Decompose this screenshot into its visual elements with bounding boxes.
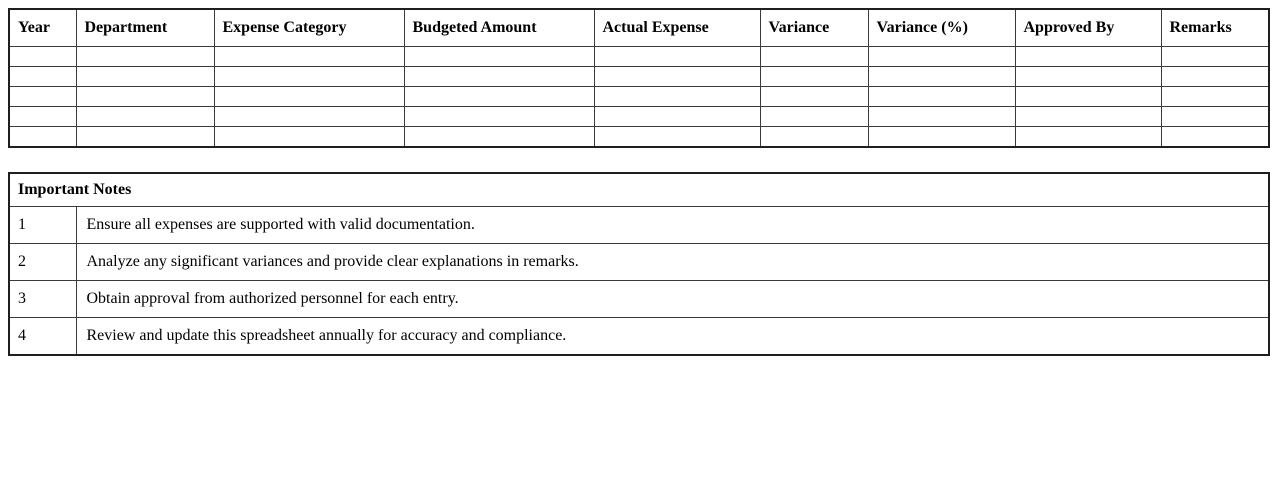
note-number: 3 <box>9 281 76 318</box>
empty-cell <box>404 67 594 87</box>
empty-cell <box>214 127 404 148</box>
empty-cell <box>214 107 404 127</box>
empty-cell <box>9 127 76 148</box>
empty-cell <box>76 107 214 127</box>
empty-row <box>9 47 1269 67</box>
empty-cell <box>760 127 868 148</box>
notes-title: Important Notes <box>9 173 1269 207</box>
empty-cell <box>1015 127 1161 148</box>
note-number: 4 <box>9 318 76 356</box>
empty-row <box>9 107 1269 127</box>
empty-cell <box>1015 47 1161 67</box>
empty-cell <box>1161 67 1269 87</box>
empty-cell <box>1161 87 1269 107</box>
note-row <box>9 244 1269 281</box>
expense-header-row <box>9 9 1269 47</box>
important-notes-table <box>8 172 1270 356</box>
empty-row <box>9 67 1269 87</box>
note-row <box>9 207 1269 244</box>
column-header-budgeted-amount: Budgeted Amount <box>404 9 594 47</box>
note-number: 2 <box>9 244 76 281</box>
empty-cell <box>9 87 76 107</box>
empty-cell <box>1161 127 1269 148</box>
column-header-year: Year <box>9 9 76 47</box>
column-header-expense-category: Expense Category <box>214 9 404 47</box>
empty-cell <box>868 107 1015 127</box>
empty-cell <box>76 87 214 107</box>
empty-cell <box>9 107 76 127</box>
column-header-variance: Variance <box>760 9 868 47</box>
empty-cell <box>1015 87 1161 107</box>
note-row <box>9 318 1269 356</box>
empty-cell <box>760 107 868 127</box>
empty-cell <box>76 67 214 87</box>
empty-cell <box>404 87 594 107</box>
expense-tracking-table <box>8 8 1270 148</box>
empty-cell <box>214 47 404 67</box>
empty-cell <box>214 67 404 87</box>
notes-title-row <box>9 173 1269 207</box>
empty-cell <box>404 107 594 127</box>
empty-cell <box>760 87 868 107</box>
empty-cell <box>1015 67 1161 87</box>
note-text: Obtain approval from authorized personnel for each entry. <box>76 281 1269 318</box>
empty-cell <box>404 127 594 148</box>
empty-row <box>9 127 1269 148</box>
column-header-actual-expense: Actual Expense <box>594 9 760 47</box>
empty-cell <box>9 67 76 87</box>
empty-cell <box>76 47 214 67</box>
column-header-approved-by: Approved By <box>1015 9 1161 47</box>
empty-cell <box>594 107 760 127</box>
empty-cell <box>1015 107 1161 127</box>
expense-empty-rows <box>9 47 1269 148</box>
empty-cell <box>760 47 868 67</box>
empty-cell <box>594 87 760 107</box>
note-text: Review and update this spreadsheet annually for accuracy and compliance. <box>76 318 1269 356</box>
column-header-department: Department <box>76 9 214 47</box>
empty-cell <box>404 47 594 67</box>
note-text: Ensure all expenses are supported with valid documentation. <box>76 207 1269 244</box>
empty-cell <box>594 127 760 148</box>
empty-cell <box>76 127 214 148</box>
empty-cell <box>868 67 1015 87</box>
empty-cell <box>9 47 76 67</box>
empty-cell <box>760 67 868 87</box>
empty-cell <box>1161 47 1269 67</box>
note-number: 1 <box>9 207 76 244</box>
empty-cell <box>868 47 1015 67</box>
column-header-variance-percent: Variance (%) <box>868 9 1015 47</box>
empty-cell <box>594 67 760 87</box>
empty-cell <box>594 47 760 67</box>
empty-cell <box>868 127 1015 148</box>
empty-cell <box>214 87 404 107</box>
column-header-remarks: Remarks <box>1161 9 1269 47</box>
empty-row <box>9 87 1269 107</box>
note-text: Analyze any significant variances and provide clear explanations in remarks. <box>76 244 1269 281</box>
empty-cell <box>868 87 1015 107</box>
note-row <box>9 281 1269 318</box>
empty-cell <box>1161 107 1269 127</box>
